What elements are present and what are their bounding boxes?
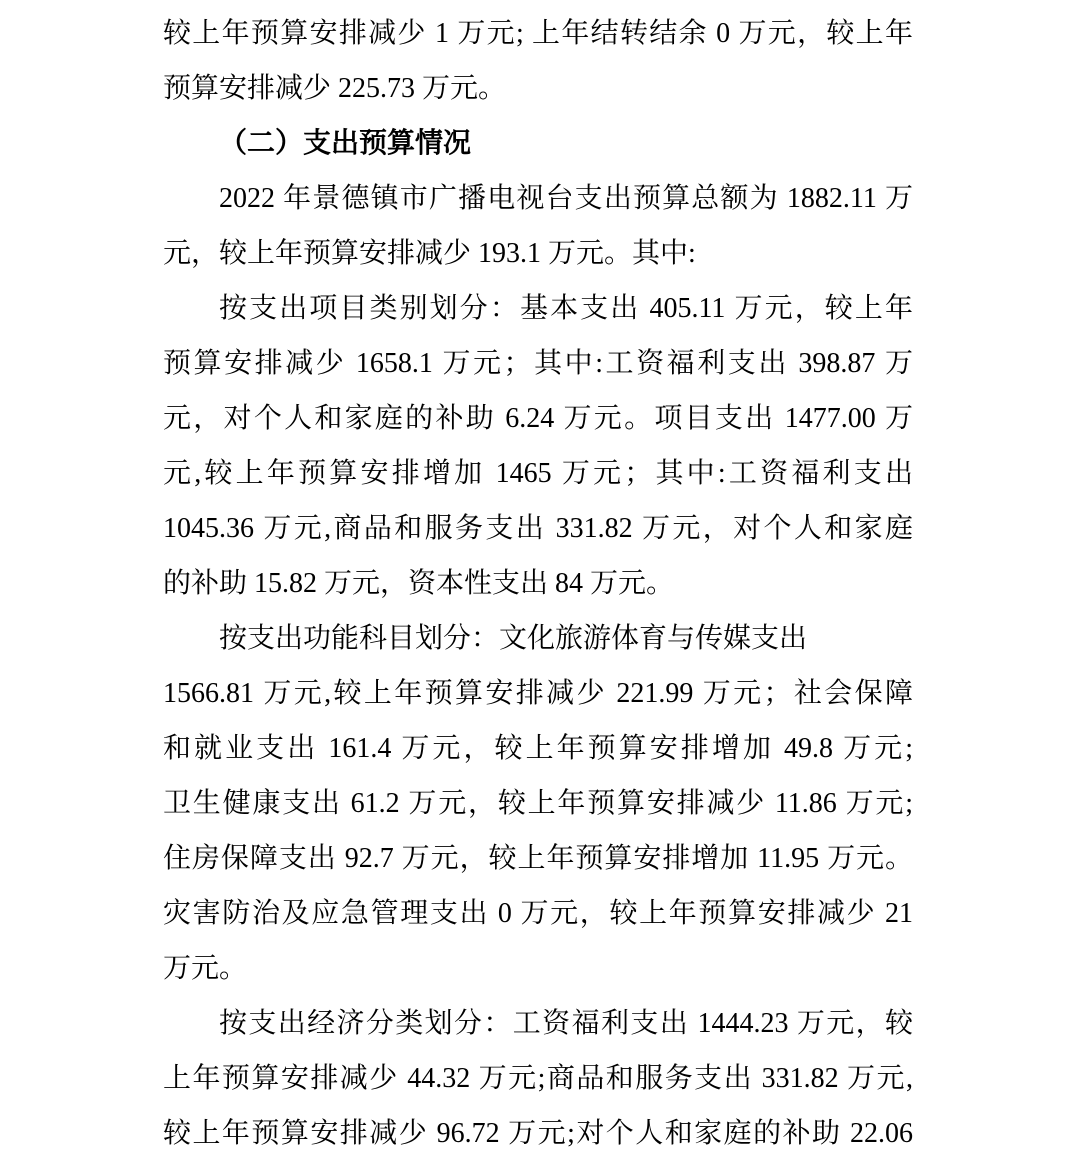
text-line: 按支出项目类别划分：基本支出 405.11 万元，较上年 (219, 293, 913, 324)
text-line: 1045.36 万元,商品和服务支出 331.82 万元，对个人和家庭 (163, 513, 913, 544)
text-line: 预算安排减少 1658.1 万元；其中:工资福利支出 398.87 万 (163, 348, 913, 379)
text-line: 和就业支出 161.4 万元，较上年预算安排增加 49.8 万元; (163, 733, 913, 764)
text-line: 卫生健康支出 61.2 万元，较上年预算安排减少 11.86 万元; (163, 788, 913, 819)
text-line: 住房保障支出 92.7 万元，较上年预算安排增加 11.95 万元。 (163, 843, 913, 874)
text-line: 元,较上年预算安排增加 1465 万元；其中:工资福利支出 (163, 458, 913, 489)
text-line: 预算安排减少 225.73 万元。 (163, 73, 507, 104)
text-line: 万元。 (163, 953, 248, 984)
section-heading: （二）支出预算情况 (219, 128, 472, 159)
text-line: 元，较上年预算安排减少 193.1 万元。其中: (163, 238, 696, 269)
text-line: 按支出经济分类划分：工资福利支出 1444.23 万元，较 (219, 1008, 913, 1039)
text-line: 按支出功能科目划分：文化旅游体育与传媒支出 (219, 623, 808, 654)
text-line: 元，对个人和家庭的补助 6.24 万元。项目支出 1477.00 万 (163, 403, 913, 434)
text-line: 较上年预算安排减少 96.72 万元;对个人和家庭的补助 22.06 (163, 1118, 913, 1149)
text-line: 2022 年景德镇市广播电视台支出预算总额为 1882.11 万 (219, 183, 913, 214)
text-body (163, 6, 913, 1161)
text-line: 1566.81 万元,较上年预算安排减少 221.99 万元；社会保障 (163, 678, 913, 709)
text-line: 较上年预算安排减少 1 万元; 上年结转结余 0 万元，较上年 (163, 18, 913, 49)
text-line: 上年预算安排减少 44.32 万元;商品和服务支出 331.82 万元, (163, 1063, 913, 1094)
text-line: 的补助 15.82 万元，资本性支出 84 万元。 (163, 568, 675, 599)
text-line: 灾害防治及应急管理支出 0 万元，较上年预算安排减少 21 (163, 898, 913, 929)
